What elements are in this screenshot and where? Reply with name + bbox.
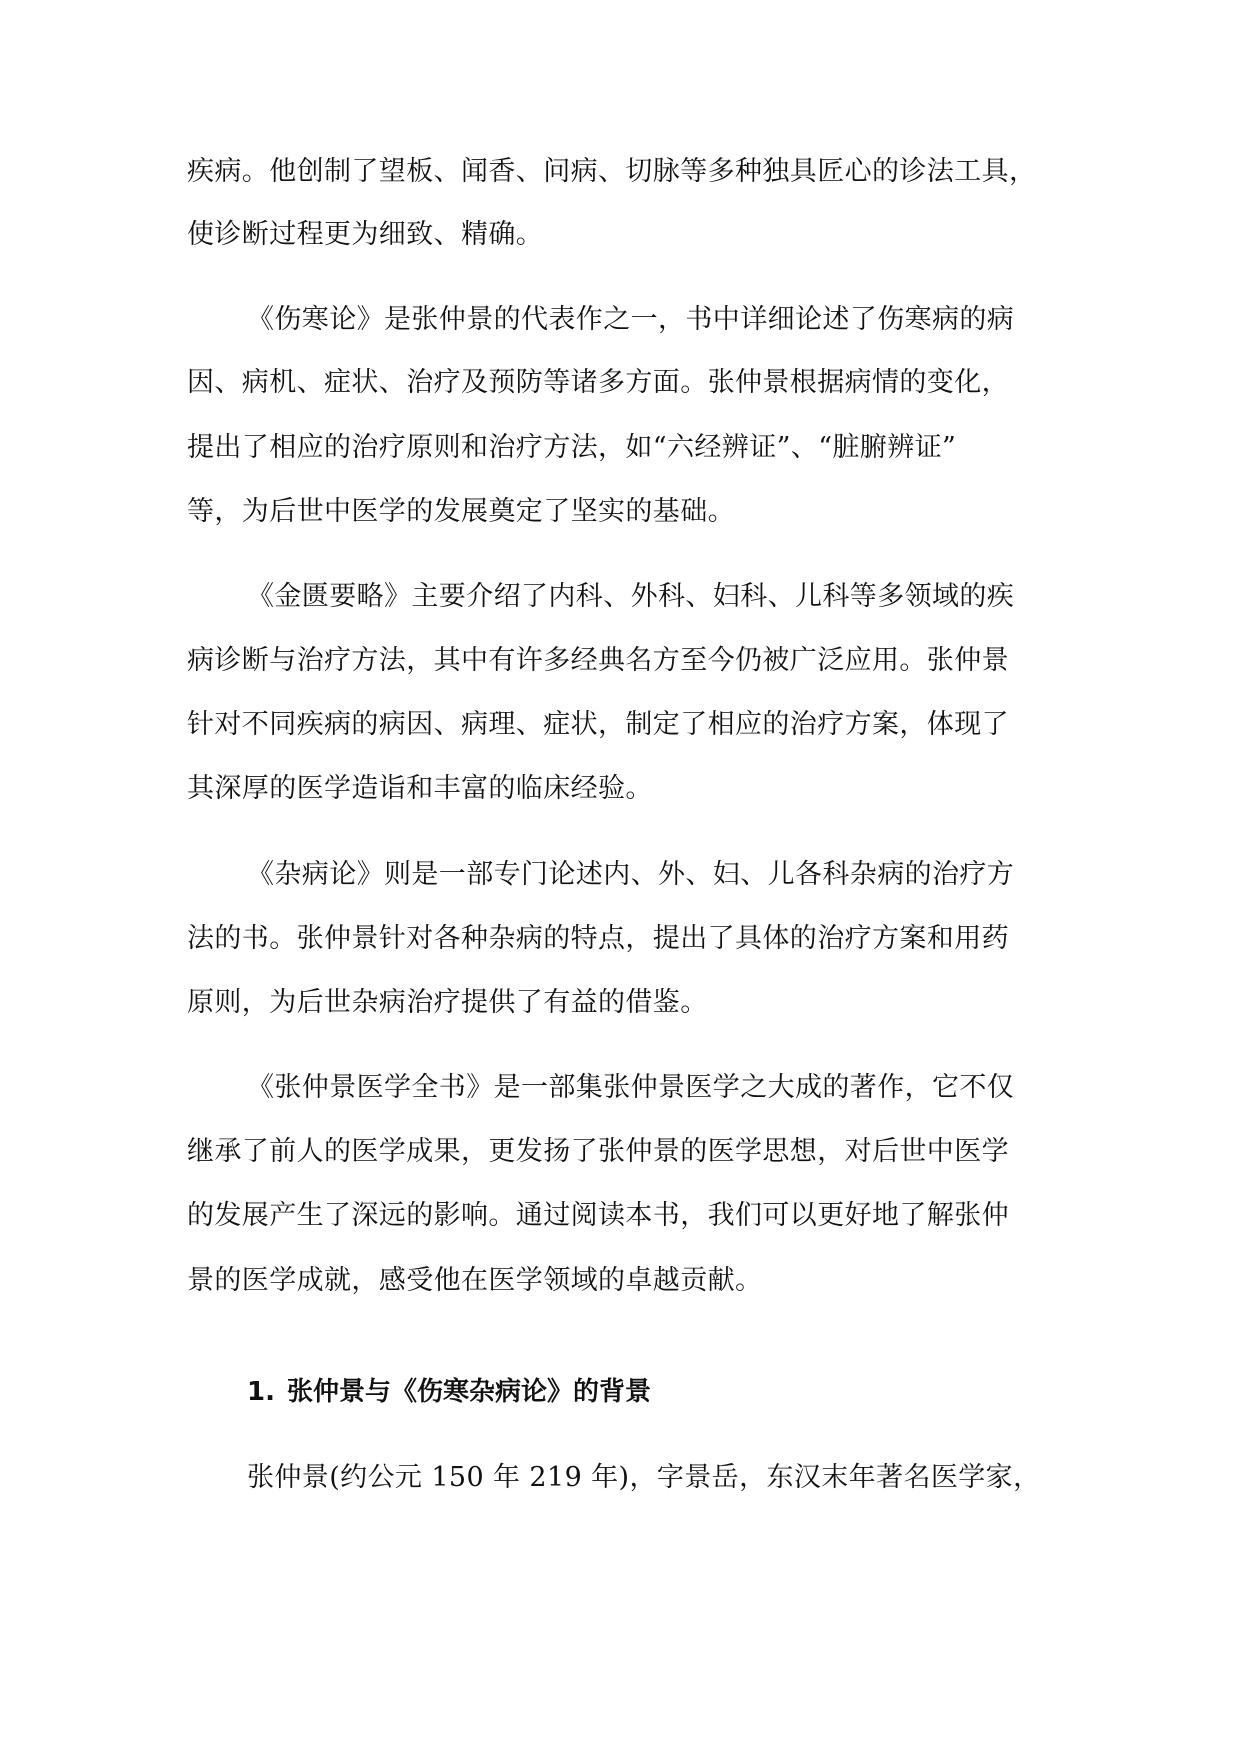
body-text-line: 《金匮要略》主要介绍了内科、外科、妇科、儿科等多领域的疾 xyxy=(247,581,1015,612)
body-text-line: 其深厚的医学造诣和丰富的临床经验。 xyxy=(187,773,653,804)
body-text-line: 因、病机、症状、治疗及预防等诸多方面。张仲景根据病情的变化， xyxy=(187,367,1009,398)
body-text-line: 疾病。他创制了望板、闻香、问病、切脉等多种独具匠心的诊法工具， xyxy=(187,156,1037,187)
body-text-line: 原则，为后世杂病治疗提供了有益的借鉴。 xyxy=(187,987,708,1018)
body-text-line: 景的医学成就，感受他在医学领域的卓越贡献。 xyxy=(187,1265,763,1296)
body-text-line: 张仲景(约公元 150 年 219 年)，字景岳，东汉末年著名医学家， xyxy=(247,1462,1041,1493)
body-text-line: 法的书。张仲景针对各种杂病的特点，提出了具体的治疗方案和用药 xyxy=(187,923,1009,954)
body-text-line: 等，为后世中医学的发展奠定了坚实的基础。 xyxy=(187,496,735,527)
body-text-line: 《张仲景医学全书》是一部集张仲景医学之大成的著作，它不仅 xyxy=(247,1072,1015,1103)
body-text-line: 的发展产生了深远的影响。通过阅读本书，我们可以更好地了解张仲 xyxy=(187,1200,1009,1231)
section-heading-title: 张仲景与《伤寒杂病论》的背景 xyxy=(287,1377,652,1407)
body-text-line: 病诊断与治疗方法，其中有许多经典名方至今仍被广泛应用。张仲景 xyxy=(187,645,1009,676)
body-text-line: 使诊断过程更为细致、精确。 xyxy=(187,219,544,250)
body-text-line: 继承了前人的医学成果，更发扬了张仲景的医学思想，对后世中医学 xyxy=(187,1136,1009,1167)
body-text-line: 提出了相应的治疗原则和治疗方法，如“六经辨证”、“脏腑辨证” xyxy=(187,432,957,463)
body-text-line: 《伤寒论》是张仲景的代表作之一，书中详细论述了伤寒病的病 xyxy=(247,304,1015,335)
section-heading-number: 1. xyxy=(247,1377,275,1407)
body-text-line: 《杂病论》则是一部专门论述内、外、妇、儿各科杂病的治疗方 xyxy=(247,859,1015,890)
section-heading xyxy=(247,1375,651,1409)
body-text-line: 针对不同疾病的病因、病理、症状，制定了相应的治疗方案，体现了 xyxy=(187,709,1009,740)
